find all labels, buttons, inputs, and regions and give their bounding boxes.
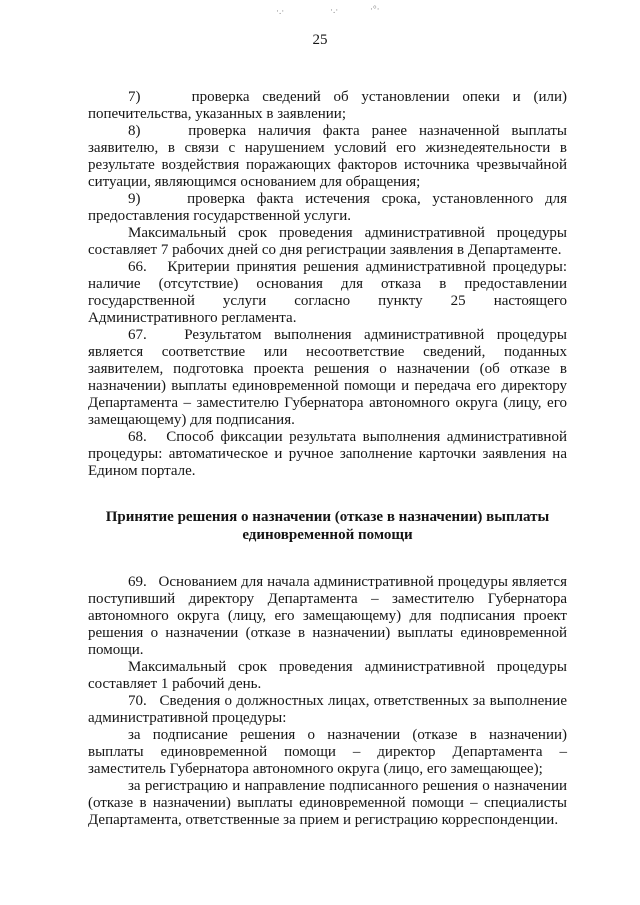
paragraph-max-term-2: Максимальный срок проведения административной процедуры составляет 1 рабочий день. — [88, 659, 567, 692]
scan-speck: ·.· — [330, 5, 339, 15]
scan-speck: ·.· — [276, 6, 285, 16]
paragraph-68: 68. Способ фиксации результата выполнения административной процедуры: автоматическое и ручное заполнение карточки заявления на Едином портале. — [88, 429, 567, 479]
section-heading — [88, 508, 567, 544]
paragraph-item-9: 9) проверка факта истечения срока, установленного для предоставления государственной услуги. — [88, 191, 567, 224]
paragraph-67: 67. Результатом выполнения административной процедуры является соответствие или несоответствие сведений, поданных заявителем, подготовка проекта решения о назначении (об отказе в назначении) выплаты единовременной помощи и передача его директору Департамента – заместителю Губернатора автономного округа (лицу, его замещающему) для подписания. — [88, 327, 567, 428]
paragraph-66: 66. Критерии принятия решения административной процедуры: наличие (отсутствие) основания для отказа в предоставлении государственной услуги согласно пункту 25 настоящего Административного регламента. — [88, 259, 567, 326]
paragraph-69: 69. Основанием для начала административной процедуры является поступивший директору Департамента – заместителю Губернатора автономного округа (лицу, его замещающему) для подписания проект решения о назначении (отказе в назначении) выплаты единовременной помощи. — [88, 574, 567, 658]
paragraph-max-term: Максимальный срок проведения административной процедуры составляет 7 рабочих дней со дня регистрации заявления в Департаменте. — [88, 225, 567, 258]
document-body — [88, 89, 567, 829]
scan-speck: ·°· — [370, 4, 380, 14]
paragraph-registration: за регистрацию и направление подписанного решения о назначении (отказе в назначении) выплаты единовременной помощи – специалисты Департамента, ответственные за прием и регистрацию корреспонденции. — [88, 778, 567, 828]
paragraph-70: 70. Сведения о должностных лицах, ответственных за выполнение административной процедуры: — [88, 693, 567, 726]
section-heading-line2: единовременной помощи — [242, 527, 413, 543]
section-heading-line1: Принятие решения о назначении (отказе в назначении) выплаты — [105, 509, 550, 525]
paragraph-item-8: 8) проверка наличия факта ранее назначенной выплаты заявителю, в связи с нарушением условий его жизнедеятельности в результате воздействия поражающих факторов источника чрезвычайной ситуации, являющимся основанием для обращения; — [88, 123, 567, 190]
paragraph-item-7: 7) проверка сведений об установлении опеки и (или) попечительства, указанных в заявлении; — [88, 89, 567, 122]
paragraph-signing: за подписание решения о назначении (отказе в назначении) выплаты единовременной помощи – директор Департамента – заместитель Губернатора автономного округа (лицо, его замещающее); — [88, 727, 567, 777]
page-number: 25 — [312, 32, 328, 48]
